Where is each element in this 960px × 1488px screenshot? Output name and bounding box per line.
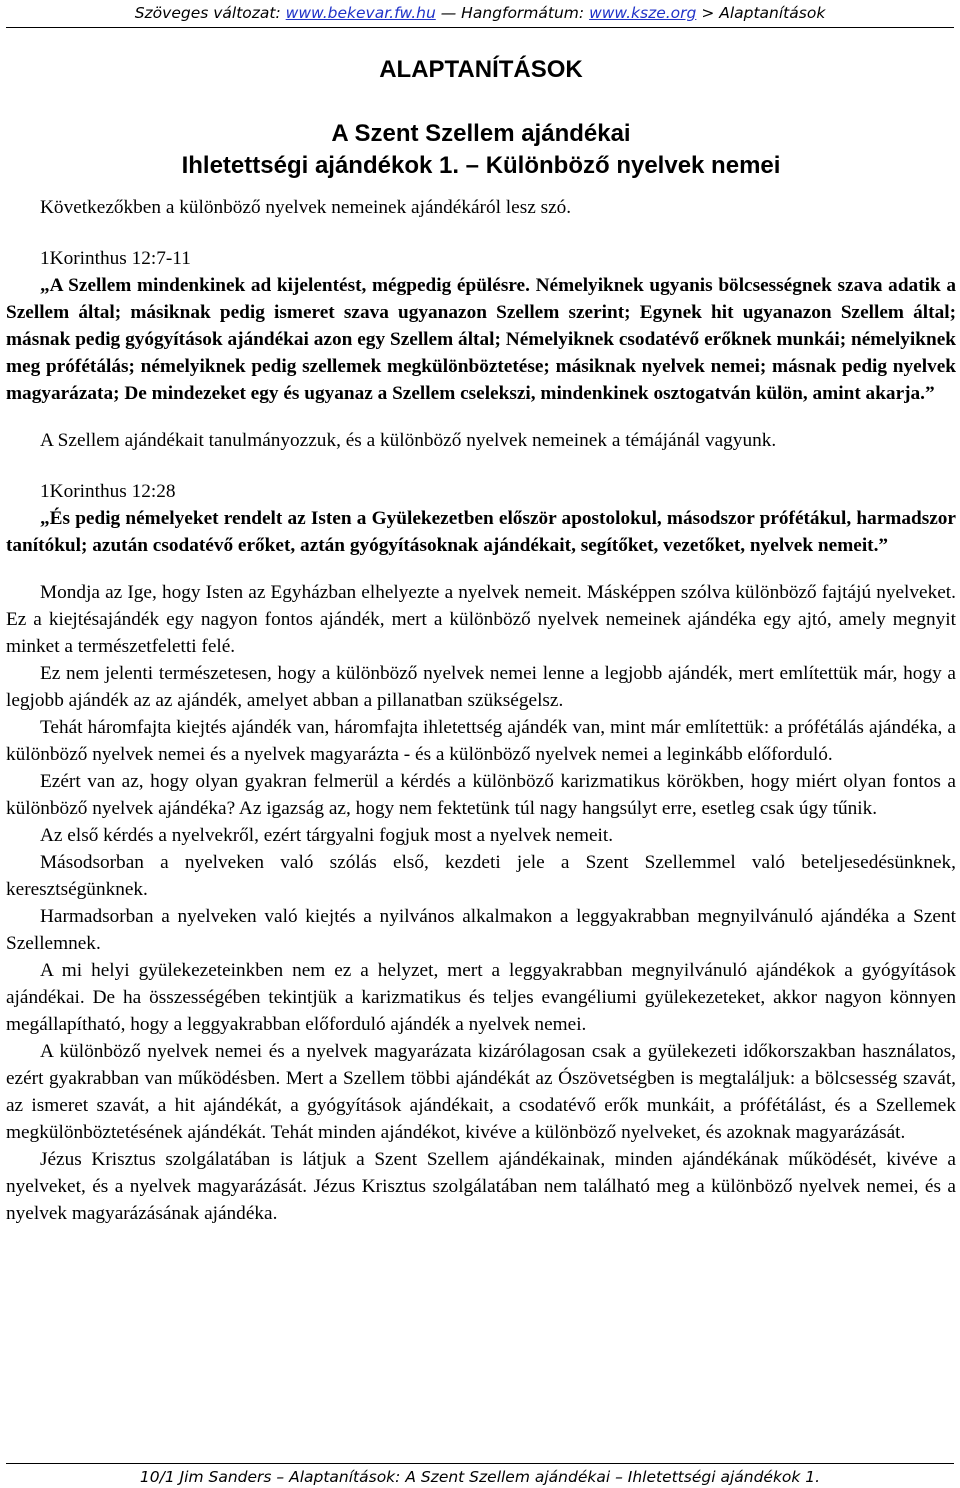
- section-title: A Szent Szellem ajándékai: [331, 120, 631, 147]
- header-audio-label: Hangformátum:: [461, 4, 585, 22]
- scripture-quote: „És pedig némelyeket rendelt az Isten a Gyülekezetben először apostolokul, másodszor prófétákul, harmadszor tanítókul; azután csodatévő erőket, aztán gyógyításoknak ajándékait, segítőket, vezetőket, nyelvek nemeit.”: [6, 508, 956, 556]
- paragraph: A mi helyi gyülekezeteinkben nem ez a helyzet, mert a leggyakrabban megnyilvánuló ajándékok a gyógyítások ajándékai. De ha összességében tekintjük a karizmatikus és teljes evangéliumi gyülekezeteket, akkor nagyon könnyen megállapítható, hogy a leggyakrabban előforduló ajándék a nyelvek nemei.: [6, 960, 956, 1035]
- paragraph: A Szellem ajándékait tanulmányozzuk, és a különböző nyelvek nemeinek a témájánál vagyunk.: [40, 430, 777, 451]
- scripture-reference: 1Korinthus 12:28: [40, 481, 176, 502]
- scripture-reference: 1Korinthus 12:7-11: [40, 248, 191, 269]
- page-title: ALAPTANÍTÁSOK: [379, 56, 583, 83]
- paragraph: Ez nem jelenti természetesen, hogy a különböző nyelvek nemei lenne a legjobb ajándék, mert említettük már, hogy a legjobb ajándék az az ajándék, amelyet abban a pillanatban szükségelsz.: [6, 663, 956, 711]
- scripture-quote: „A Szellem mindenkinek ad kijelentést, mégpedig épülésre. Némelyiknek ugyanis bölcsességnek szava adatik a Szellem által; másiknak pedig ismeret szava ugyanazon Szellem szerint; Egynek hit ugyanazon Szellem által; másnak pedig gyógyítások ajándékai azon egy Szellem által; Némelyiknek csodatévő erőknek munkái; némelyiknek meg prófétálás; némelyiknek pedig szellemek megkülönböztetése; másiknak nyelvek nemei; másnak pedig nyelvek magyarázata; De mindezeket egy és ugyanaz a Szellem cselekszi, mindenkinek osztogatván külön, amint akarja.”: [6, 275, 956, 404]
- header-divider: [6, 27, 954, 28]
- paragraph: Jézus Krisztus szolgálatában is látjuk a Szent Szellem ajándékainak, minden ajándékának működését, kivéve a nyelveket, és a nyelvek magyarázását. Jézus Krisztus szolgálatában nem található meg a különböző nyelvek nemei, és a nyelvek magyarázásának ajándéka.: [6, 1149, 956, 1224]
- paragraph: Tehát háromfajta kiejtés ajándék van, háromfajta ihletettség ajándék van, mint már említettük: a prófétálás ajándéka, a különböző nyelvek nemei és a nyelvek magyarázta - és a különböző nyelvek nemei a leginkább előforduló.: [6, 717, 956, 765]
- intro-paragraph: Következőkben a különböző nyelvek nemeinek ajándékáról lesz szó.: [40, 197, 572, 218]
- bekevar-link[interactable]: www.bekevar.fw.hu: [285, 4, 436, 22]
- page-header: [0, 2, 960, 28]
- paragraph: Másodsorban a nyelveken való szólás első, kezdeti jele a Szent Szellemmel való beteljesedésünknek, keresztségünknek.: [6, 852, 956, 900]
- ksze-link[interactable]: www.ksze.org: [589, 4, 697, 22]
- paragraph: Mondja az Ige, hogy Isten az Egyházban elhelyezte a nyelvek nemeit. Másképpen szólva különböző fajtájú nyelveket. Ez a kiejtésajándék egy nagyon fontos ajándék, mert a különböző nyelvek nemeinek ajándéka egy ajtó, amely megnyit minket a természetfeletti felé.: [6, 582, 956, 657]
- paragraph: Harmadsorban a nyelveken való kiejtés a nyilvános alkalmakon a leggyakrabban megnyilvánuló ajándéka a Szent Szellemnek.: [6, 906, 956, 954]
- footer-divider: [6, 1463, 954, 1464]
- section-subtitle: Ihletettségi ajándékok 1. – Különböző nyelvek nemei: [181, 152, 781, 179]
- document-body: [6, 52, 956, 1227]
- page-footer: 10/1 Jim Sanders – Alaptanítások: A Szent Szellem ajándékai – Ihletettségi ajándékok 1.: [139, 1468, 821, 1486]
- header-text-version-label: Szöveges változat:: [134, 4, 281, 22]
- paragraph: A különböző nyelvek nemei és a nyelvek magyarázata kizárólagosan csak a gyülekezeti időkorszakban használatos, ezért gyakrabban van működésben. Mert a Szellem többi ajándékát az Ószövetségben is megtaláljuk: a bölcsesség szavát, az ismeret szavát, a hit ajándékát, a gyógyítások ajándékait, a csodatévő erők munkáit, a prófétálást, és a Szellemek megkülönböztetésének ajándékát. Tehát minden ajándékot, kivéve a különböző nyelveket, és azoknak magyarázását.: [6, 1041, 956, 1143]
- header-breadcrumb: > Alaptanítások: [701, 4, 826, 22]
- paragraph: Ezért van az, hogy olyan gyakran felmerül a kérdés a különböző karizmatikus körökben, hogy miért olyan fontos a különböző nyelvek ajándéka? Az igazság az, hogy nem fektetünk túl nagy hangsúlyt erre, esetleg csak úgy tűnik.: [6, 771, 956, 819]
- paragraph: Az első kérdés a nyelvekről, ezért tárgyalni fogjuk most a nyelvek nemeit.: [40, 825, 614, 846]
- header-separator: —: [440, 4, 457, 22]
